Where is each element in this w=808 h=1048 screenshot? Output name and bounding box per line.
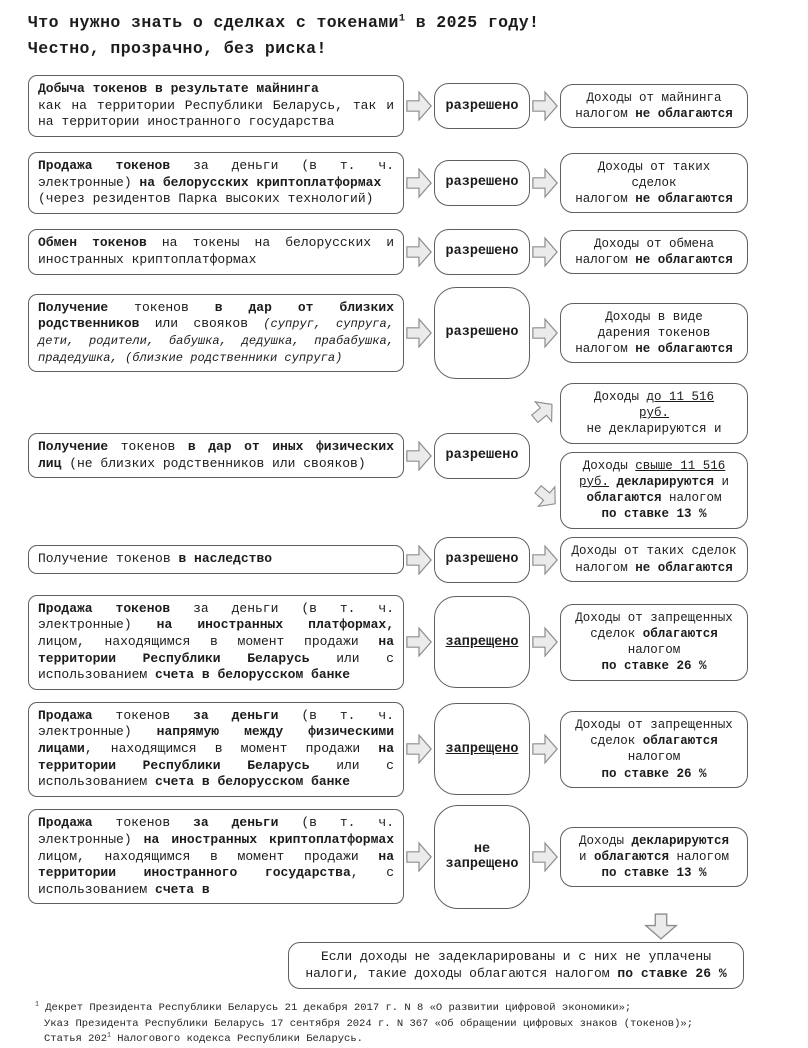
flow-row-inheritance [28, 537, 752, 583]
flow-row-sale-belarus-platforms [28, 152, 752, 214]
case-description-box: Добыча токенов в результате майнинга как на территории Республики Беларусь, так и на территории иностранного государства [28, 75, 404, 137]
status-box-allowed: разрешено [434, 160, 530, 206]
arrow-right-icon [404, 313, 434, 353]
flow-row-sale-abroad [28, 805, 752, 909]
footnote-tax-code: Статья $202^1$ Налогового кодекса Республики Беларусь. [44, 1031, 363, 1046]
flow-row-direct-sale [28, 702, 752, 797]
case-description-box: Получение токенов в дар от иных физических лиц (не близких родственников или свояков) [28, 433, 404, 478]
arrow-right-icon [530, 86, 560, 126]
tax-result-box-over-threshold: Доходы свыше 11 516 руб. декларируются и облагаются налогом по ставке 13 % [560, 452, 748, 529]
status-box-forbidden: запрещено [434, 596, 530, 688]
status-box-not-forbidden: не запрещено [434, 805, 530, 909]
arrow-right-icon [530, 163, 560, 203]
arrow-right-icon [404, 436, 434, 476]
case-description-box: Продажа токенов за деньги (в т. ч. электронные) на белорусских криптоплатформах (через резидентов Парка высоких технологий) [28, 152, 404, 214]
arrow-down-icon [640, 913, 752, 940]
arrow-right-icon [530, 622, 560, 662]
case-description-box: Продажа токенов за деньги (в т. ч. электронные) напрямую между физическими лицами, находящимся в момент продажи на территории Республики Беларусь или с использованием счета в белорусском банке [28, 702, 404, 797]
arrow-right-icon [530, 232, 560, 272]
split-arrows [530, 393, 560, 519]
footnote-decree: $^1$ Декрет Президента Республики Беларусь 21 декабря 2017 г. N 8 «О развитии цифровой экономики»; [35, 1000, 632, 1014]
flow-row-gift-others [28, 383, 752, 529]
tax-result-box: Доходы от обмена налогом не облагаются [560, 230, 748, 275]
arrow-right-icon [530, 313, 560, 353]
arrow-right-icon [404, 86, 434, 126]
arrow-right-icon [404, 232, 434, 272]
status-box-allowed: разрешено [434, 433, 530, 479]
page-subtitle: Честно, прозрачно, без риска! [28, 38, 327, 58]
flow-row-sale-foreign-platforms [28, 595, 752, 690]
status-box-allowed: разрешено [434, 83, 530, 129]
case-description-box: Получение токенов в дар от близких родственников или свояков (супруг, супруга, дети, родители, бабушка, дедушка, прабабушка, прадедушка, (близкие родственники супруга) [28, 294, 404, 373]
tax-result-box: Доходы от таких сделок налогом не облагаются [560, 537, 748, 582]
arrow-right-icon [530, 729, 560, 769]
status-box-allowed: разрешено [434, 287, 530, 379]
arrow-right-icon [404, 837, 434, 877]
case-description-box: Получение токенов в наследство [28, 545, 404, 574]
page-title: Что нужно знать о сделках с токенами$^1$ в 2025 году! [28, 12, 540, 32]
flow-row-gift-relatives [28, 287, 752, 379]
arrow-right-icon [530, 540, 560, 580]
tax-result-stack [560, 383, 748, 529]
case-description-box: Обмен токенов на токены на белорусских и иностранных криптоплатформах [28, 229, 404, 274]
case-description-box: Продажа токенов за деньги (в т. ч. электронные) на иностранных криптоплатформах лицом, находящимся в момент продажи на территории иностранного государства, с использованием счета в [28, 809, 404, 904]
arrow-right-icon [404, 540, 434, 580]
tax-result-box: Доходы от таких сделок налогом не облагаются [560, 153, 748, 214]
undeclared-income-warning-box: Если доходы не задекларированы и с них не уплачены налоги, такие доходы облагаются налогом по ставке 26 % [288, 942, 744, 989]
arrow-right-icon [404, 622, 434, 662]
status-box-allowed: разрешено [434, 537, 530, 583]
footnotes [28, 1001, 752, 1048]
tax-result-box: Доходы в виде дарения токенов налогом не облагаются [560, 303, 748, 364]
arrow-right-icon [530, 837, 560, 877]
arrow-right-icon [404, 729, 434, 769]
title-block [28, 10, 752, 61]
flow-row-exchange [28, 229, 752, 275]
case-description-box: Продажа токенов за деньги (в т. ч. электронные) на иностранных платформах, лицом, находящимся в момент продажи на территории Республики Беларусь или с использованием счета в белорусском банке [28, 595, 404, 690]
tax-result-box: Доходы от запрещенных сделок облагаются налогом по ставке 26 % [560, 604, 748, 681]
tax-result-box: Доходы от майнинга налогом не облагаются [560, 84, 748, 129]
tax-result-box: Доходы декларируются и облагаются налогом по ставке 13 % [560, 827, 748, 888]
status-box-forbidden: запрещено [434, 703, 530, 795]
tax-result-box-under-threshold: Доходы до 11 516 руб. не декларируются и [560, 383, 748, 444]
status-box-allowed: разрешено [434, 229, 530, 275]
tax-result-box: Доходы от запрещенных сделок облагаются налогом по ставке 26 % [560, 711, 748, 788]
arrow-right-icon [404, 163, 434, 203]
flow-row-mining [28, 75, 752, 137]
footnote-ukaz: Указ Президента Республики Беларусь 17 сентября 2024 г. N 367 «Об обращении цифровых знаков (токенов)»; [44, 1017, 694, 1030]
